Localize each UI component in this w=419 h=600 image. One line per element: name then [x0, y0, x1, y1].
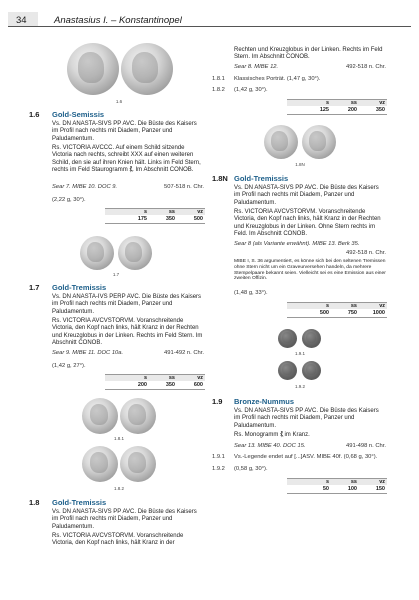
price-table — [105, 374, 205, 390]
grade-ss: ss — [350, 100, 357, 106]
header-rule — [8, 26, 411, 27]
price-ss: 350 — [165, 216, 175, 222]
grade-vz: vz — [197, 375, 203, 381]
obverse-description: Vs. DN ANASTA-SIVS PP AVC. Die Büste des Kaisers im Profil nach rechts mit Diadem, Panzer und Paludamentum. — [52, 121, 197, 142]
price-ss: 200 — [347, 107, 357, 113]
date-range: 491-498 n. Chr. — [346, 443, 386, 449]
price-ss: 100 — [347, 486, 357, 492]
section-title: Gold-Tremissis — [52, 498, 107, 507]
coin-reverse-image — [118, 236, 152, 270]
date-range: 491-492 n. Chr. — [164, 350, 204, 356]
section-title: Gold-Semissis — [52, 110, 105, 119]
weight-die-axis: (1,48 g, 33°). — [234, 290, 268, 296]
reference: Sear 7. MIBE 10. DOC 9. — [52, 184, 118, 190]
date-range: 507-518 n. Chr. — [164, 184, 204, 190]
running-title: Anastasius I. – Konstantinopel — [54, 15, 182, 26]
coin-reverse-image — [302, 361, 321, 380]
section-number: 1.9 — [212, 397, 223, 406]
coin-label: 1.9.1 — [294, 351, 305, 356]
grade-ss: ss — [168, 375, 175, 381]
date-range: 492-518 n. Chr. — [346, 64, 386, 70]
coin-obverse-image — [82, 446, 118, 482]
coin-obverse-image — [80, 236, 114, 270]
price-s: 200 — [137, 382, 147, 388]
variant-number: 1.9.1 — [212, 454, 225, 460]
variant-number: 1.8.2 — [212, 87, 225, 93]
variant-description: Klassisches Porträt. (1,47 g, 30°). — [234, 76, 321, 82]
coin-label: 1.7 — [112, 272, 120, 277]
section-number: 1.7 — [29, 283, 40, 292]
grade-s: s — [143, 209, 147, 215]
coin-obverse-image — [67, 43, 119, 95]
coin-obverse-image — [278, 361, 297, 380]
grade-vz: vz — [379, 479, 385, 485]
coin-obverse-image — [264, 125, 298, 159]
reference: Sear 13. MIBE 40. DOC 15. — [234, 443, 306, 449]
price-vz: 600 — [193, 382, 203, 388]
coin-label: 1.8.2 — [113, 486, 124, 491]
reverse-description-continued: Rechten und Kreuzglobus in der Linken. Rechts im Feld Stern. Im Abschnitt CONOB. — [234, 47, 383, 61]
price-table — [287, 478, 387, 494]
coin-label: 1.8.1 — [113, 436, 124, 441]
weight-die-axis: (1,42 g, 27°). — [52, 363, 86, 369]
price-s: 175 — [137, 216, 147, 222]
price-vz: 500 — [193, 216, 203, 222]
coin-reverse-image — [120, 398, 156, 434]
date-range: 492-518 n. Chr. — [346, 250, 386, 256]
obverse-description: Vs. DN ANASTA-SIVS PP AVC. Die Büste des Kaisers im Profil nach rechts mit Diadem, Panzer und Paludamentum. — [234, 408, 379, 429]
reference: Sear 8. MIBE 12. — [234, 64, 279, 70]
coin-label: 1.8N — [295, 162, 305, 167]
section-title: Gold-Tremissis — [234, 174, 289, 183]
obverse-description: Vs. DN ANASTA-SIVS PP AVC. Die Büste des Kaisers im Profil nach rechts mit Diadem, Panzer und Paludamentum. — [234, 185, 379, 206]
price-vz: 150 — [375, 486, 385, 492]
grade-vz: vz — [379, 303, 385, 309]
grade-s: s — [325, 479, 329, 485]
section-number: 1.8 — [29, 498, 40, 507]
grade-vz: vz — [379, 100, 385, 106]
section-number: 1.6 — [29, 110, 40, 119]
variant-description: (1,42 g, 30°). — [234, 87, 268, 93]
section-title: Bronze-Nummus — [234, 397, 295, 406]
coin-reverse-image — [302, 125, 336, 159]
page-number: 34 — [16, 15, 27, 26]
grade-ss: ss — [168, 209, 175, 215]
variant-description: Vs.-Legende endet auf [...]ASV. MIBE 40f. (0,68 g, 30°). — [234, 454, 378, 460]
reverse-description: Rs. VICTORIA AVCVSTORVM. Voranschreitende Victoria, den Kopf nach links, hält Kranz in der — [52, 533, 184, 547]
grade-ss: ss — [350, 303, 357, 309]
section-title: Gold-Tremissis — [52, 283, 107, 292]
reverse-description: Rs. VICTORIA AVCVSTORVM. Voranschreitende Victoria, den Kopf nach links, hält Kranz in der Rechten und Kreuzglobus in der Linken. Ohne Stern rechts im Feld. Im Abschnitt CONOB. — [234, 209, 381, 237]
weight-die-axis: (2,22 g, 30°). — [52, 197, 86, 203]
price-s: 125 — [319, 107, 329, 113]
reverse-description: Rs. VICTORIA AVCVSTORVM. Voranschreitende Victoria, den Kopf nach links, hält Kranz in der Rechten und Kreuzglobus in der Linken. Rechts im Feld Stern. Im Abschnitt CONOB. — [52, 318, 203, 346]
coin-obverse-image — [278, 329, 297, 348]
grade-vz: vz — [197, 209, 203, 215]
section-number: 1.8N — [212, 174, 228, 183]
reference: Sear 8 (als Variante erwähnt). MIBE 13. Berk 35. — [234, 241, 360, 247]
price-vz: 350 — [375, 107, 385, 113]
coin-label: 1.9.2 — [294, 384, 305, 389]
grade-s: s — [325, 100, 329, 106]
grade-s: s — [143, 375, 147, 381]
grade-ss: ss — [350, 479, 357, 485]
obverse-description: Vs. DN ANASTA-IVS PERP AVC. Die Büste des Kaisers im Profil nach rechts mit Diadem, Panzer und Paludamentum. — [52, 294, 202, 315]
coin-obverse-image — [82, 398, 118, 434]
price-table — [287, 302, 387, 318]
grade-s: s — [325, 303, 329, 309]
coin-reverse-image — [302, 329, 321, 348]
price-table — [287, 99, 387, 115]
page-header — [8, 12, 411, 32]
price-s: 500 — [319, 310, 329, 316]
coin-label: 1.6 — [115, 99, 123, 104]
variant-number: 1.9.2 — [212, 466, 225, 472]
coin-reverse-image — [120, 446, 156, 482]
price-ss: 350 — [165, 382, 175, 388]
price-vz: 1000 — [372, 310, 385, 316]
note-text: MIBE I, S. 36 argumentiert, es könne sich bei den seltenen Tremissen ohne Stern nicht um ein Graveurversehen handeln, da mehrere Stempelpaare bekannt seien. Vielleicht sei es eine Emission aus einer zweiten Offizin. — [234, 259, 386, 282]
obverse-description: Vs. DN ANASTA-SIVS PP AVC. Die Büste des Kaisers im Profil nach rechts mit Diadem, Panzer und Paludamentum. — [52, 509, 197, 530]
reference: Sear 9. MIBE 11. DOC 10a. — [52, 350, 124, 356]
coin-reverse-image — [121, 43, 173, 95]
price-ss: 750 — [347, 310, 357, 316]
reverse-description: Rs. Monogramm ⳩ im Kranz. — [234, 432, 310, 438]
price-table — [105, 208, 205, 224]
reverse-description: Rs. VICTORIA AVCCC. Auf einem Schild sitzende Victoria nach rechts, schreibt XXX auf einen weiteren Schild, den sie auf ihren Knien hält. Links im Feld Stern, rechts im Feld Staurogramm ⳩. Im Abschnitt CONOB. — [52, 145, 201, 173]
variant-number: 1.8.1 — [212, 76, 225, 82]
variant-description: (0,58 g, 30°). — [234, 466, 268, 472]
price-s: 50 — [322, 486, 329, 492]
